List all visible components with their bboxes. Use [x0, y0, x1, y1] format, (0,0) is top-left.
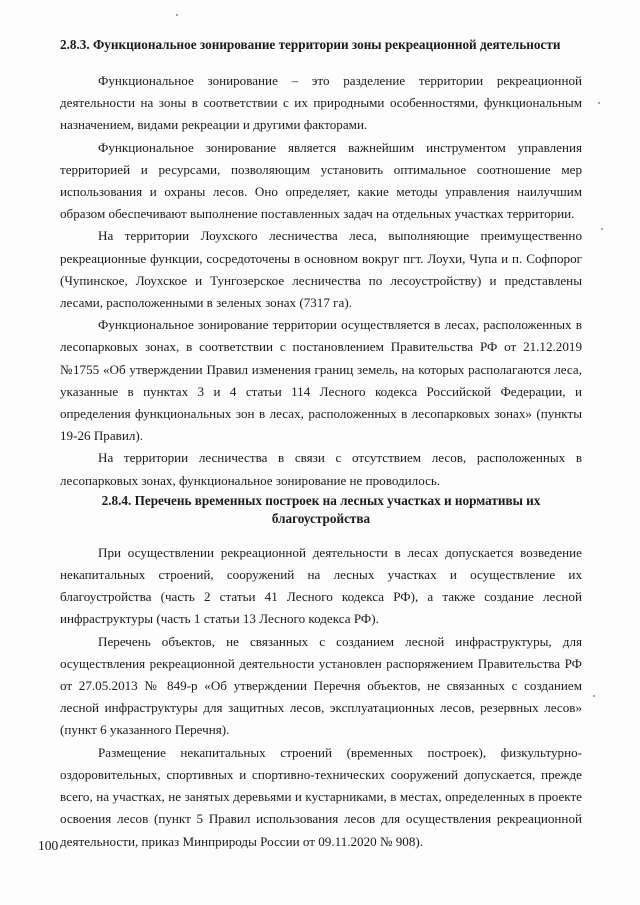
paragraph: Перечень объектов, не связанных с созданием лесной инфраструктуры, для осуществления рекреационной деятельности установлен распоряжением Правительства РФ от 27.05.2013 № 849-р «Об утверждении Перечня объектов, не связанных с созданием лесной инфраструктуры для защитных лесов, эксплуатационных лесов, резервных лесов» (пункт 6 указанного Перечня). [60, 633, 582, 738]
scan-speck [593, 695, 595, 697]
section-title-2-8-4: 2.8.4. Перечень временных построек на лесных участках и нормативы их благоустройства [101, 492, 541, 526]
paragraph: Функциональное зонирование – это разделение территории рекреационной деятельности на зоны в соответствии с их природными особенностями, функциональным назначением, видами рекреации и другими факторами. [60, 73, 582, 133]
scan-speck [601, 228, 603, 230]
paragraph: На территории Лоухского лесничества леса, выполняющие преимущественно рекреационные функции, сосредоточены в основном вокруг пгт. Лоухи, Чупа и п. Софпорог (Чупинское, Лоухское и Тунгозерское лесничества по лесоустройству) и представлены лесами, расположенными в зеленых зонах (7317 га). [60, 228, 582, 311]
scan-speck [598, 102, 600, 104]
paragraph: На территории лесничества в связи с отсутствием лесов, расположенных в лесопарковых зонах, функциональное зонирование не проводилось. [60, 450, 582, 488]
scan-speck [176, 14, 178, 16]
section-title-2-8-3: 2.8.3. Функциональное зонирование территории зоны рекреационной деятельности [60, 37, 561, 52]
paragraph: Функциональное зонирование является важнейшим инструментом управления территорией и ресурсами, позволяющим установить оптимальное соотношение мер использования и охраны лесов. Оно определяет, какие методы управления наилучшим образом обеспечивают выполнение поставленных задач на отдельных участках территории. [60, 139, 582, 222]
section-body-2-8-3 [60, 70, 582, 492]
page-number: 100 [38, 838, 59, 853]
page-content [60, 36, 582, 853]
paragraph: Функциональное зонирование территории осуществляется в лесах, расположенных в лесопарковых зонах, в соответствии с постановлением Правительства РФ от 21.12.2019 №1755 «Об утверждении Правил изменения границ земель, на которых располагаются леса, указанные в пунктах 3 и 4 статьи 114 Лесного кодекса Российской Федерации, и определения функциональных зон в лесах, расположенных в лесопарковых зонах» (пункты 19-26 Правил). [60, 317, 582, 444]
paragraph: При осуществлении рекреационной деятельности в лесах допускается возведение некапитальных строений, сооружений на лесных участках и осуществление их благоустройства (часть 2 статьи 41 Лесного кодекса РФ), а также создание лесной инфраструктуры (часть 1 статьи 13 Лесного кодекса РФ). [60, 544, 582, 627]
section-body-2-8-4 [60, 542, 582, 853]
paragraph: Размещение некапитальных строений (временных построек), физкультурно-оздоровительных, спортивных и спортивно-технических сооружений допускается, прежде всего, на участках, не занятых деревьями и кустарниками, в местах, определенных в проекте освоения лесов (пункт 5 Правил использования лесов для осуществления рекреационной деятельности, приказ Минприроды России от 09.11.2020 № 908). [60, 744, 582, 849]
